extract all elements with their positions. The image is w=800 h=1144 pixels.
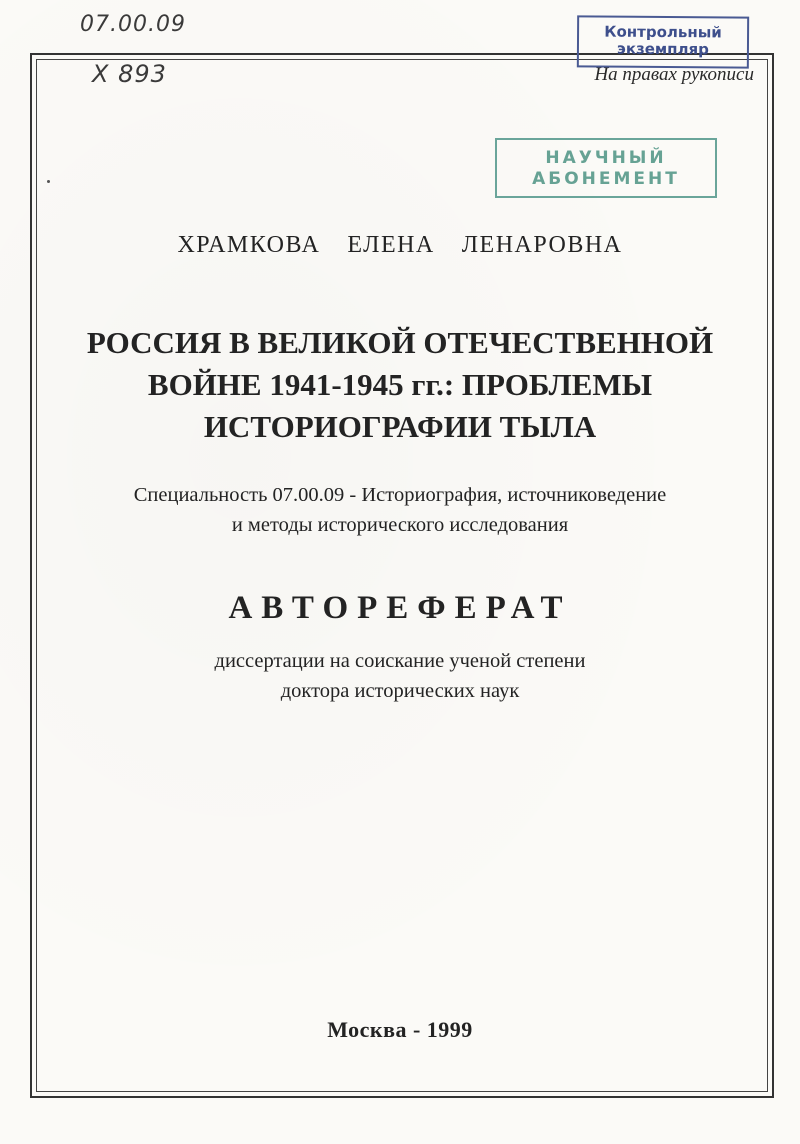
author-name: ХРАМКОВА ЕЛЕНА ЛЕНАРОВНА	[177, 232, 623, 258]
title-line-1: РОССИЯ В ВЕЛИКОЙ ОТЕЧЕСТВЕННОЙ	[86, 325, 714, 360]
dissertation-line-1: диссертации на соискание ученой степени	[214, 650, 586, 672]
specialty-text	[40, 480, 760, 540]
ink-dot	[47, 180, 50, 183]
title-line-2: ВОЙНЕ 1941-1945 гг.: ПРОБЛЕМЫ	[147, 367, 653, 402]
page-border-inner	[36, 59, 768, 1092]
handwritten-number: X 893	[92, 60, 167, 88]
specialty-line-1: Специальность 07.00.09 - Историография, источниковедение	[133, 484, 667, 506]
handwritten-code: 07.00.09	[80, 12, 186, 37]
place-and-year: Москва - 1999	[327, 1017, 473, 1042]
control-stamp-line2: экземпляр	[616, 39, 709, 59]
dissertation-description	[40, 646, 760, 706]
abonement-stamp-line1: НАУЧНЫЙ	[545, 148, 667, 168]
control-copy-stamp	[577, 15, 749, 68]
control-stamp-line1: Контрольный	[604, 22, 722, 42]
dissertation-line-2: доктора исторических наук	[280, 680, 520, 702]
document-title	[40, 322, 760, 448]
scientific-subscription-stamp	[495, 138, 717, 198]
abonement-stamp-line2: АБОНЕМЕНТ	[532, 169, 680, 189]
manuscript-rights-note: На правах рукописи	[594, 64, 754, 85]
title-line-3: ИСТОРИОГРАФИИ ТЫЛА	[203, 409, 597, 444]
document-type-heading: АВТОРЕФЕРАТ	[228, 590, 572, 626]
specialty-line-2: и методы исторического исследования	[231, 514, 569, 536]
